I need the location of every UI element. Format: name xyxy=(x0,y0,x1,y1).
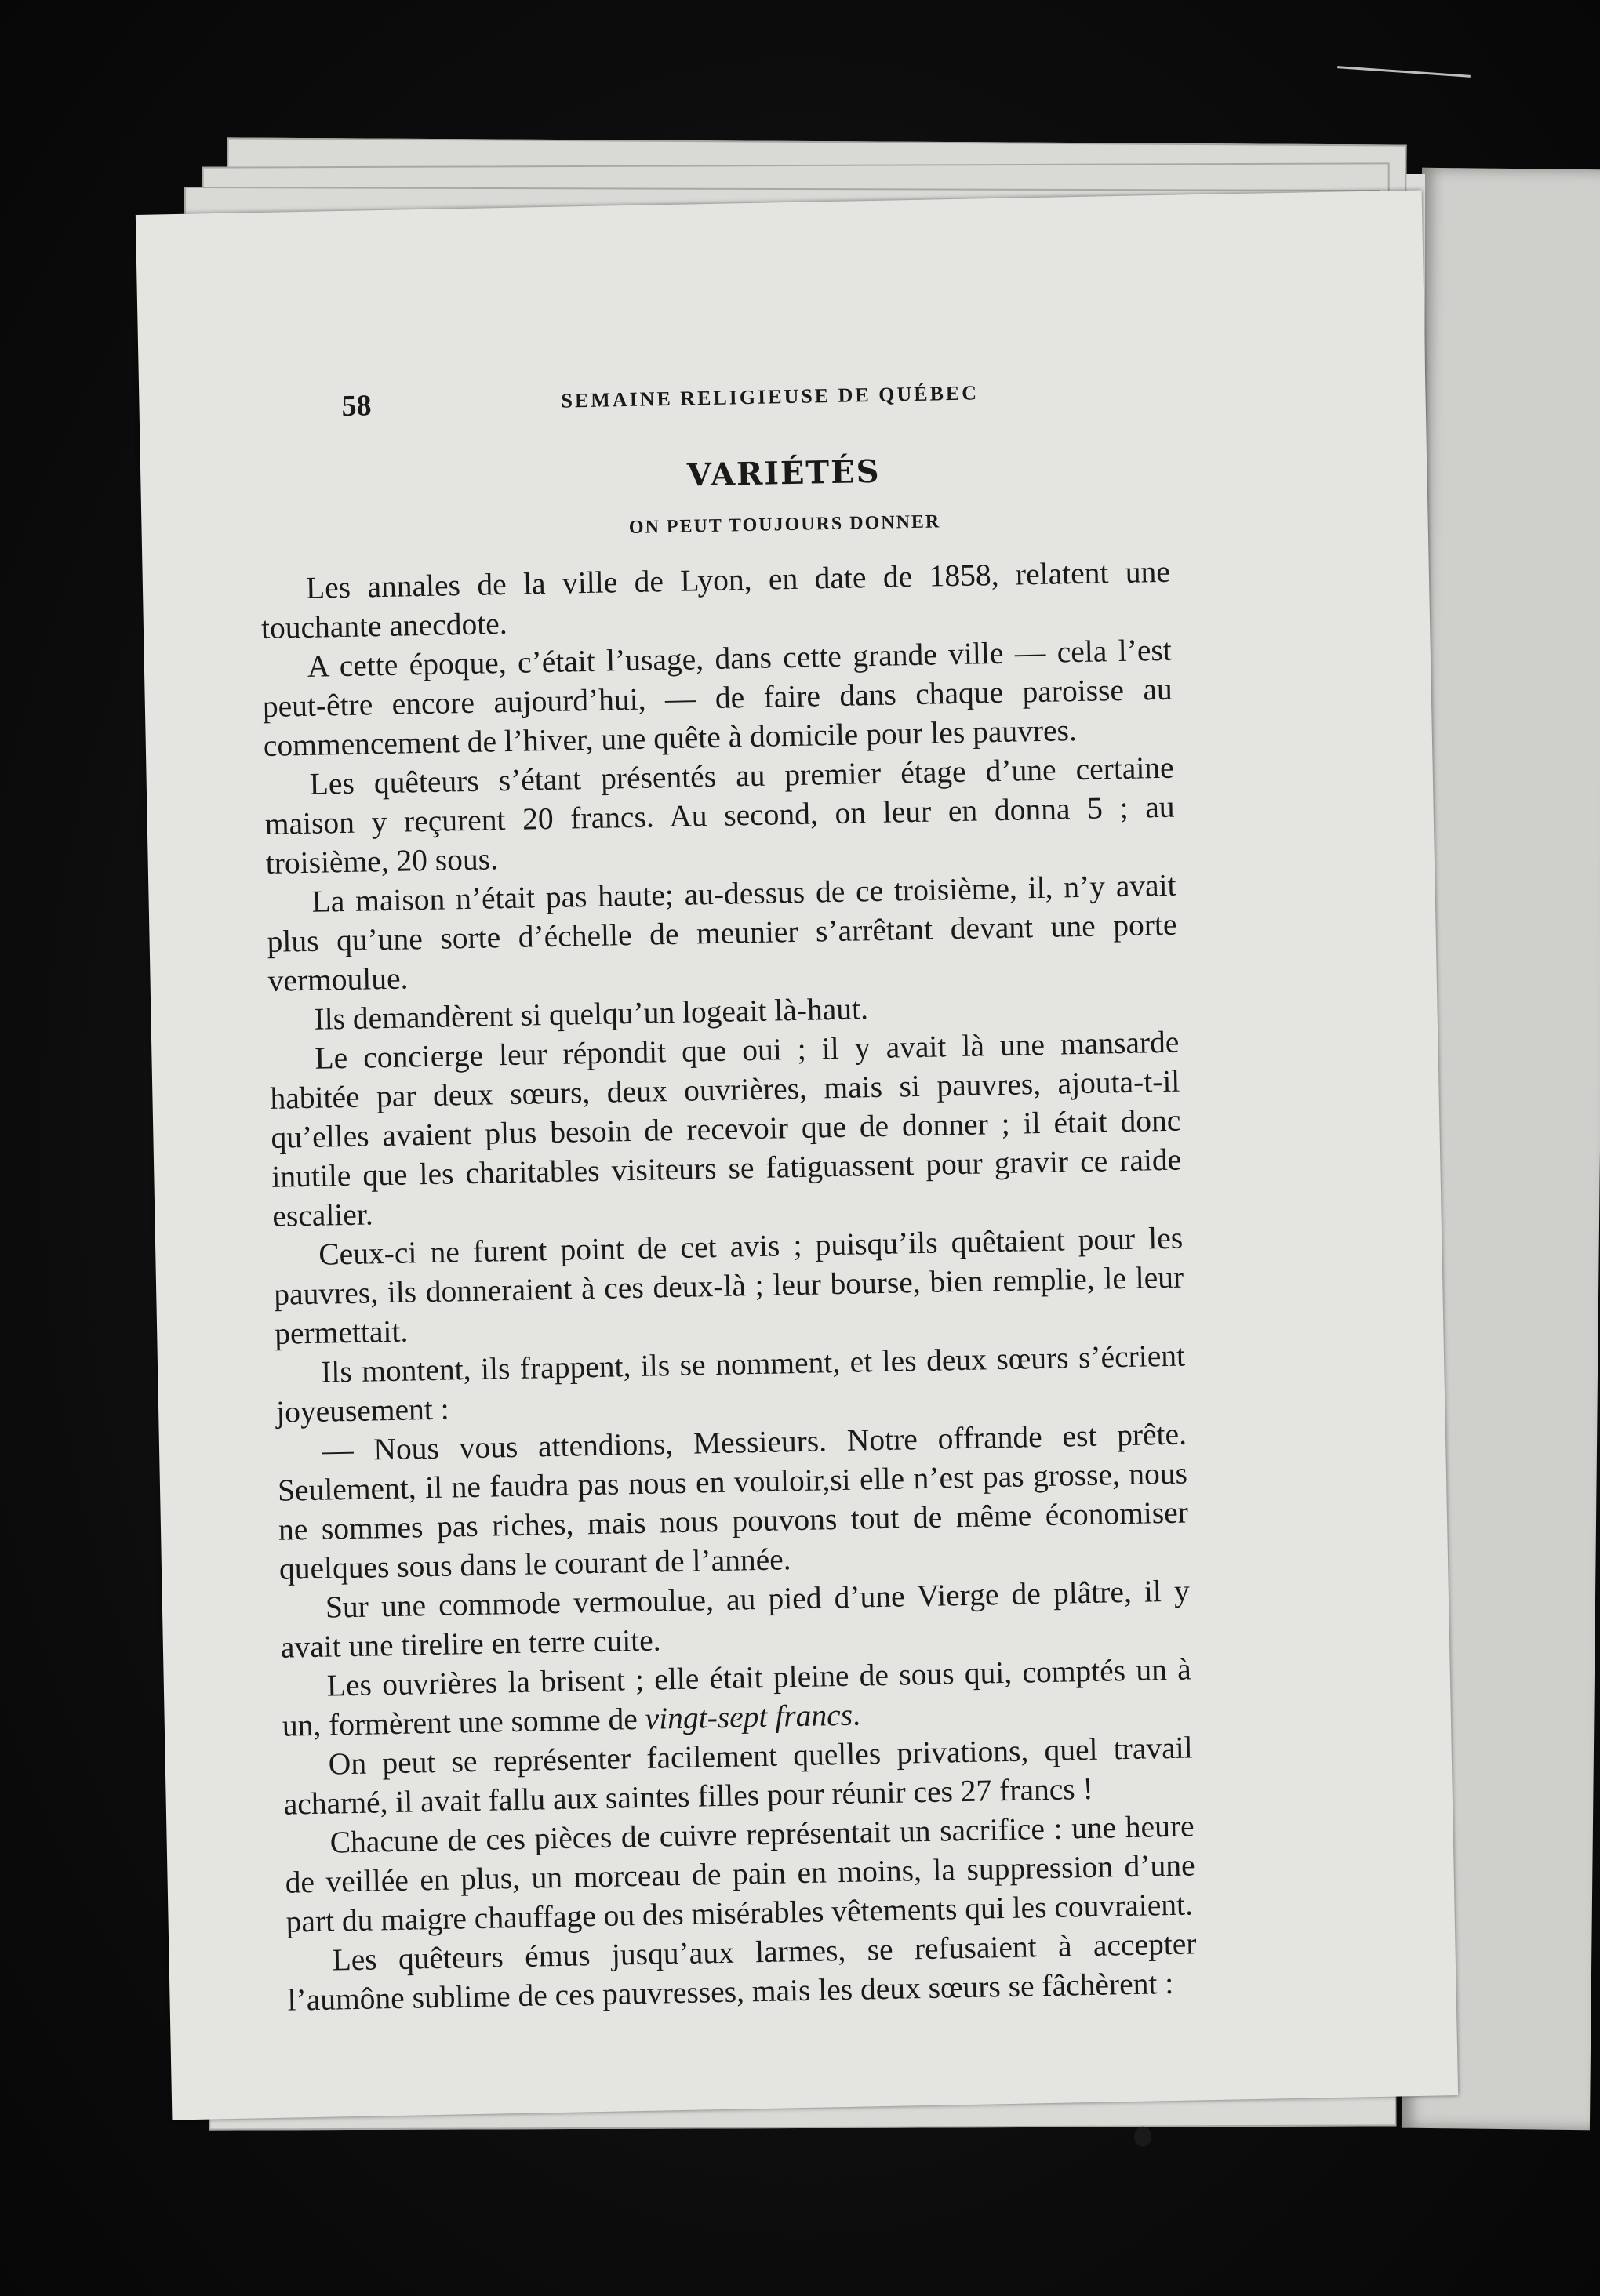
paragraph: La maison n’était pas haute; au-dessus de ce troisième, il, n’y avait plus qu’une sorte d’échelle de meunier s’arrêtant devant une porte vermoulue. xyxy=(267,867,1177,998)
paragraph: Sur une commode vermoulue, au pied d’une Vierge de plâtre, il y avait une tirelire en terre cuite. xyxy=(280,1573,1191,1665)
paragraph: Ils montent, ils frappent, ils se nomment, et les deux sœurs s’écrient joyeusement : xyxy=(275,1338,1186,1430)
paragraph: Les quêteurs s’étant présentés au premier étage d’une certaine maison y reçurent 20 francs. Au second, on leur en donna 5 ; au troisième, 20 sous. xyxy=(264,750,1175,881)
running-head: SEMAINE RELIGIEUSE DE QUÉBEC xyxy=(561,381,980,412)
page-header xyxy=(341,369,1346,436)
paragraph: Les annales de la ville de Lyon, en date de 1858, relatent une touchante anecdote. xyxy=(260,554,1171,645)
paragraph: A cette époque, c’était l’usage, dans cette grande ville — cela l’est peut-être encore aujourd’hui, — de faire dans chaque paroisse au commencement de l’hiver, une quête à domicile pour les pauvres. xyxy=(262,632,1173,763)
article-body xyxy=(260,552,1198,2020)
paragraph: — Nous vous attendions, Messieurs. Notre offrande est prête. Seulement, il ne faudra pas nous en vouloir,si elle n’est pas grosse, nous ne sommes pas riches, mais nous pouvons tout de même économiser quelques sous dans le courant de l’année. xyxy=(277,1416,1189,1586)
paragraph: Le concierge leur répondit que oui ; il y avait là une mansarde habitée par deux sœurs, deux ouvrières, mais si pauvres, ajouta-t-il qu’elles avaient plus besoin de recevoir que de donner ; il était donc inutile que les charitables visiteurs se fatiguassent pour gravir ce raide escalier. xyxy=(270,1024,1182,1233)
paragraph: Les quêteurs émus jusqu’aux larmes, se refusaient à accepter l’aumône sublime de ces pauvresses, mais les deux sœurs se fâchèrent : xyxy=(287,1926,1197,2018)
paragraph: On peut se représenter facilement quelles privations, quel travail acharné, il avait fallu aux saintes filles pour réunir ces 27 francs ! xyxy=(283,1730,1194,1822)
article-subtitle: ON PEUT TOUJOURS DONNER xyxy=(628,511,941,538)
paragraph: Chacune de ces pièces de cuivre représentait un sacrifice : une heure de veillée en plus, un morceau de pain en moins, la suppression d’une part du maigre chauffage ou des misérables vêtements qui les couvraient. xyxy=(285,1808,1195,1939)
italic-phrase: vingt-sept francs xyxy=(645,1697,853,1736)
page-number: 58 xyxy=(341,389,372,423)
document-page xyxy=(136,190,1458,2120)
paragraph-text: Les ouvrières la brisent ; elle était pleine de sous qui, comptés un à un, formèrent une somme de xyxy=(282,1651,1192,1743)
paragraph: Ceux-ci ne furent point de cet avis ; puisqu’ils quêtaient pour les pauvres, ils donneraient à ces deux-là ; leur bourse, bien remplie, le leur permettait. xyxy=(273,1220,1184,1351)
paragraph-text: . xyxy=(852,1697,861,1732)
section-title: VARIÉTÉS xyxy=(686,452,882,494)
paragraph: Ils demandèrent si quelqu’un logeait là-haut. xyxy=(314,991,869,1037)
